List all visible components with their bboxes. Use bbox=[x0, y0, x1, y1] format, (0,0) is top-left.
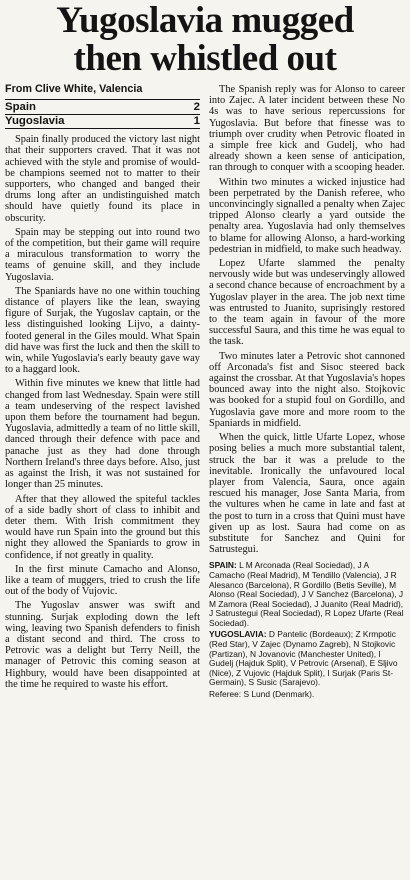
lineup-label: YUGOSLAVIA: bbox=[209, 629, 267, 640]
team-lineups bbox=[209, 561, 405, 699]
score-row bbox=[5, 114, 200, 128]
byline: From Clive White, Valencia bbox=[5, 83, 143, 95]
paragraph: Lopez Ufarte slammed the penalty nervously wide but was undeservingly allowed a second chance because of encroachment by a Yugoslav player in the area. The job next time was entrusted to Juanito, suprisingly restored to the team again in favour of the more successful Saura, and this time he was equal to the task. bbox=[209, 258, 405, 348]
paragraph: Within five minutes we knew that little had changed from last Wednesday. Spain were still a team undeserving of the respect lavished upon them before the tournament had begun. Yugoslavia, admittedly a team of no little skill, danced through their defence with pace and panache just as they had done through Northern Ireland's three days before. Also, just as against the Irish, it was not sustained for longer than 25 minutes. bbox=[5, 378, 200, 491]
paragraph: The Spanish reply was for Alonso to career into Zajec. A later incident between these No 4s was to have serious repercussions for Yugoslavia. But before that finesse was to triumph over crudity when Petrovic floated in a simple free kick and Gudelj, who had already shown a keen sense of anticipation, ran through to conquer with a scooping header. bbox=[209, 84, 405, 174]
lineup-label: SPAIN: bbox=[209, 560, 237, 571]
headline bbox=[0, 2, 410, 78]
paragraph: Spain may be stepping out into round two of the competition, but their game will require a miraculous transformation to worry the teams of genuine skill, and they include Yugoslavia. bbox=[5, 226, 200, 283]
score-box bbox=[5, 99, 200, 129]
score-team: Yugoslavia bbox=[5, 114, 65, 127]
paragraph: When the quick, little Ufarte Lopez, whose posing belies a much more substantial talent, struck the bar it was a prelude to the inevitable. Ironically the unfavoured local player from Valencia, Saura, once again rescued his manager, Jose Santa Maria, from the vultures when he came in late and fast at the post to turn in a cross that Quini must have given up as lost. Saura had come on as substitute for Sanchez and Quini for Satrustegui. bbox=[209, 432, 405, 556]
lineup-players: D Pantelic (Bordeaux); Z Krmpotic (Red Star), V Zajec (Dynamo Zagreb), N Stojkovic (Partizan), N Jovanovic (Manchester United), I Gudelj (Hajduk Split), V Petrovic (Arsenal), E Sljivo (Nice), Z Vujovic (Hajduk Split), I Surjak (Paris St-Germain), S Susic (Sarajevo). bbox=[209, 629, 398, 688]
paragraph: Within two minutes a wicked injustice had been perpetrated by the Danish referee, who unconvincingly signalled a penalty when Zajec tripped Alonso clearly a yard outside the penalty area. Yugoslavia had only themselves to blame for allowing Alonso, a hard-working pedestrian in midfield, to make such headway. bbox=[209, 176, 405, 255]
paragraph: Spain finally produced the victory last night that their supporters craved. That it was not achieved with the style and promise of would-be champions seemed not to matter to their supporters, who changed and banged their drums long after an undistinguished match should have quietly found its place in obscurity. bbox=[5, 134, 200, 224]
article-column-left bbox=[5, 84, 200, 700]
score-team: Spain bbox=[5, 101, 37, 114]
paragraph: The Spaniards have no one within touching distance of players like the lean, swaying figure of Surjak, the Yugoslav captain, or the less distinguished looking Lijvo, a dainty-footed general in the Giles mould. What Spain did have was first the luck and then the skill to win, while Yugoslavia's early beauty gave way to a haggard look. bbox=[5, 285, 200, 376]
paragraph: The Yugoslav answer was swift and stunning. Surjak exploding down the left wing, leaving two Spanish defenders to finish a distant second and third. The cross to Petrovic was a delight but Terry Neill, the manager of Petrovic this coming season at Highbury, would have been disappointed at the time he required to waste his effort. bbox=[5, 600, 200, 690]
lineup-players: L M Arconada (Real Sociedad), J A Camacho (Real Madrid), M Tendillo (Valencia), J R Alesanco (Barcelona), R Gordillo (Betis Seville), M Alonso (Real Sociedad), J V Sanchez (Barcelona), J M Zamora (Real Sociedad), J Juanito (Real Madrid), J Satrustegui (Real Sociedad), R Lopez Ufarte (Real Sociedad). bbox=[209, 560, 404, 628]
paragraph: After that they allowed the spiteful tackles of a side badly short of class to inhibit and deter them. With Irish commitment they would have run Spain into the ground but this night they allowed the Spaniards to grow in confidence, if not greatly in quality. bbox=[5, 493, 200, 561]
referee-line: Referee: S Lund (Denmark). bbox=[209, 689, 315, 700]
lineup-yugoslavia bbox=[209, 630, 405, 688]
score-row bbox=[5, 101, 200, 114]
score-goals: 1 bbox=[193, 114, 200, 127]
article-columns bbox=[5, 84, 405, 700]
lineup-spain bbox=[209, 561, 405, 628]
paragraph: In the first minute Camacho and Alonso, like a team of muggers, tried to crush the life out of the body of Vujovic. bbox=[5, 563, 200, 598]
article-column-right bbox=[209, 84, 405, 700]
paragraph: Two minutes later a Petrovic shot cannoned off Arconada's fist and Sisoc steered back against the crossbar. At that Yugoslavia's hopes bounced away into the night also. Stojkovic was booked for a stupid foul on Gordillo, and Yugoslavia gave more and more room to the Spaniards in midfield. bbox=[209, 350, 405, 429]
score-goals: 2 bbox=[193, 101, 200, 114]
headline-line-1: Yugoslavia mugged bbox=[56, 0, 354, 41]
headline-line-2: then whistled out bbox=[73, 38, 337, 79]
